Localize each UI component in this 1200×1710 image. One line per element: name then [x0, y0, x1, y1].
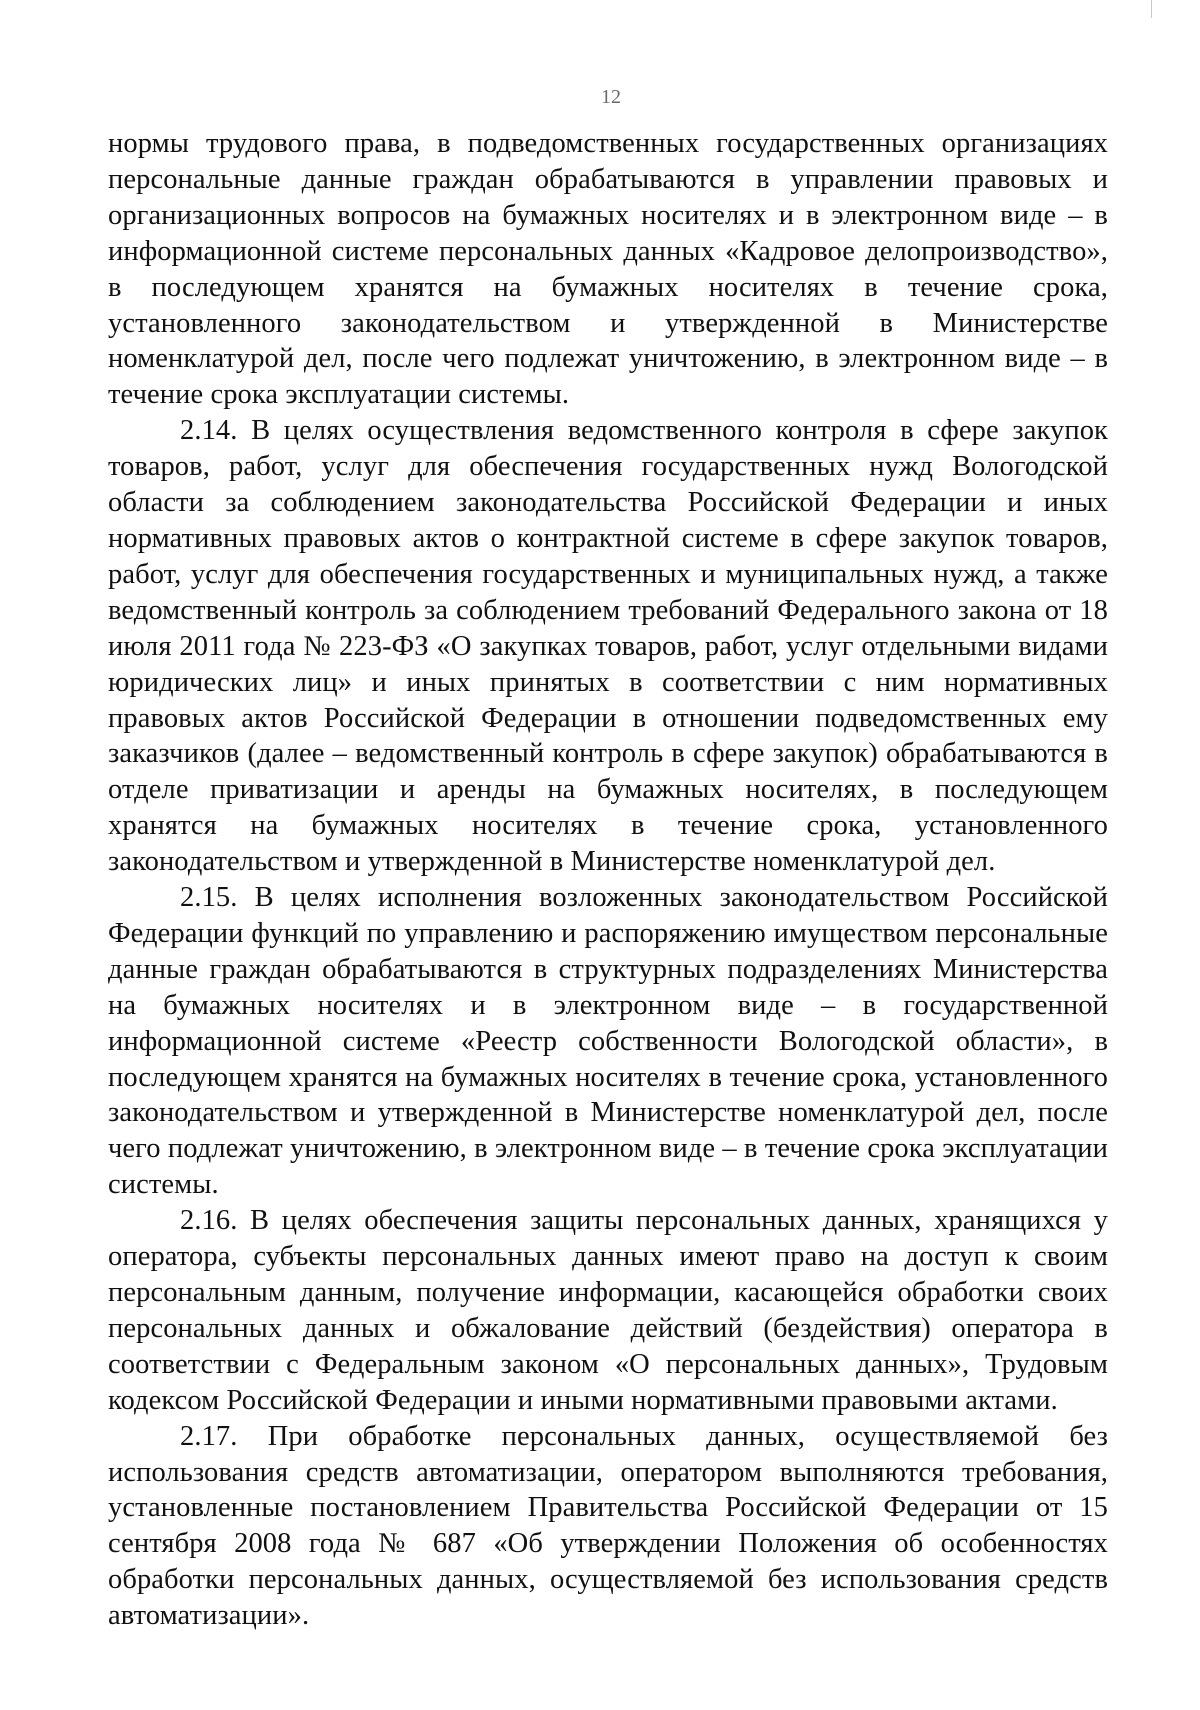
paragraph-2-17: 2.17. При обработке персональных данных, осуществляемой без использования средств автоматизации, оператором выполняются требования, установленные постановлением Правительства Российской Федерации от 15 сентября 2008 года № 687 «Об утверждении Положения об особенностях обработки персональных данных, осуществляемой без использования средств автоматизации». — [108, 1420, 1108, 1632]
page-number: 12 — [601, 86, 621, 108]
document-body — [108, 126, 1108, 1634]
paragraph-2-14: 2.14. В целях осуществления ведомственного контроля в сфере закупок товаров, работ, услуг для обеспечения государственных нужд Вологодской области за соблюдением законодательства Российской Федерации и иных нормативных правовых актов о контрактной системе в сфере закупок товаров, работ, услуг для обеспечения государственных и муниципальных нужд, а также ведомственный контроль за соблюдением требований Федерального закона от 18 июля 2011 года № 223-ФЗ «О закупках товаров, работ, услуг отдельными видами юридических лиц» и иных принятых в соответствии с ним нормативных правовых актов Российской Федерации в отношении подведомственных ему заказчиков (далее – ведомственный контроль в сфере закупок) обрабатываются в отделе приватизации и аренды на бумажных носителях, в последующем хранятся на бумажных носителях в течение срока, установленного законодательством и утвержденной в Министерстве номенклатурой дел. — [108, 415, 1108, 878]
paragraph-2-15: 2.15. В целях исполнения возложенных законодательством Российской Федерации функций по управлению и распоряжению имуществом персональные данные граждан обрабатываются в структурных подразделениях Министерства на бумажных носителях и в электронном виде – в государственной информационной системе «Реестр собственности Вологодской области», в последующем хранятся на бумажных носителях в течение срока, установленного законодательством и утвержденной в Министерстве номенклатурой дел, после чего подлежат уничтожению, в электронном виде – в течение срока эксплуатации системы. — [108, 882, 1108, 1201]
paragraph-2-16: 2.16. В целях обеспечения защиты персональных данных, хранящихся у оператора, субъекты персональных данных имеют право на доступ к своим персональным данным, получение информации, касающейся обработки своих персональных данных и обжалование действий (бездействия) оператора в соответствии с Федеральным законом «О персональных данных», Трудовым кодексом Российской Федерации и иными нормативными правовыми актами. — [108, 1205, 1108, 1416]
paragraph-continuation: нормы трудового права, в подведомственных государственных организациях персональные данные граждан обрабатываются в управлении правовых и организационных вопросов на бумажных носителях и в электронном виде – в информационной системе персональных данных «Кадровое делопроизводство», в последующем хранятся на бумажных носителях в течение срока, установленного законодательством и утвержденной в Министерстве номенклатурой дел, после чего подлежат уничтожению, в электронном виде – в течение срока эксплуатации системы. — [108, 128, 1108, 411]
scan-edge-mark — [1151, 0, 1152, 18]
